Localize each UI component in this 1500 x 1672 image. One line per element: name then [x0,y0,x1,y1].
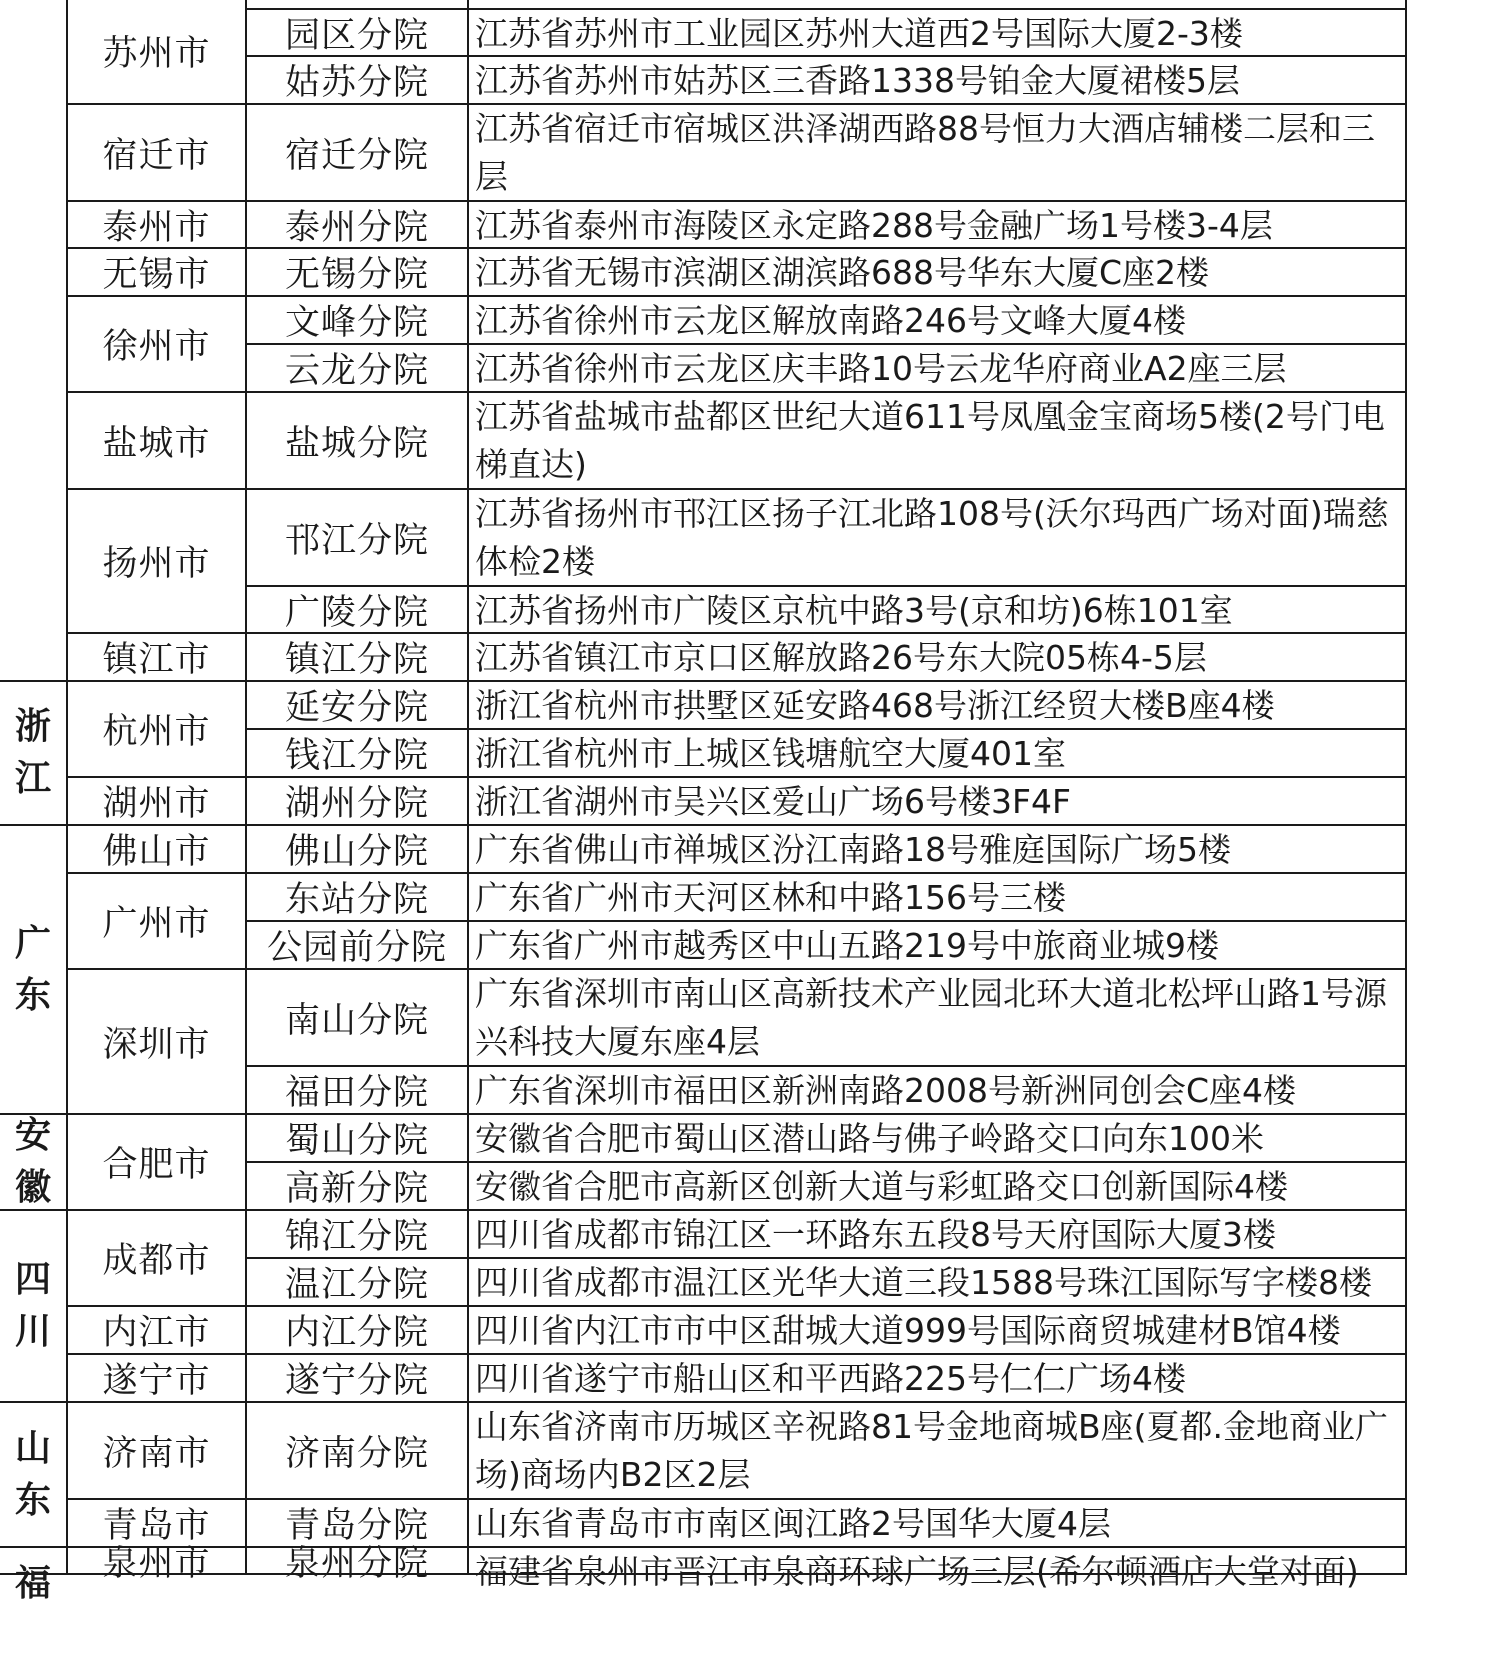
branch-cell [247,922,469,970]
city-name: 湖州市 [102,784,211,824]
province-name: 山 东 [14,1427,51,1521]
address-cell [469,1115,1407,1163]
address-cell [469,682,1407,730]
city-cell [68,0,247,105]
province-cell [0,682,68,826]
branch-name: 佛山分院 [284,832,429,872]
address-cell [469,874,1407,922]
city-name: 徐州市 [102,327,211,367]
address-cell [469,393,1407,490]
city-name: 遂宁市 [102,1361,211,1401]
address-cell [469,970,1407,1067]
branch-cell [247,730,469,778]
province-name: 四 川 [14,1259,51,1352]
branch-name: 东站分院 [284,880,429,920]
city-cell [68,1307,247,1355]
branch-cell [247,1259,469,1307]
address-text: 江苏省镇江市京口区解放路26号东大院05栋4-5层 [475,638,1207,677]
address-text: 山东省济南市历城区辛祝路81号金地商城B座(夏都.金地商业广场)商场内B2区2层 [475,1407,1388,1494]
city-name: 苏州市 [102,33,211,74]
branch-name: 泰州分院 [284,207,429,248]
city-name: 泰州市 [102,207,211,248]
city-name: 深圳市 [102,1024,211,1065]
branch-cell [247,57,469,105]
address-cell [469,1307,1407,1355]
city-cell [68,249,247,297]
branch-cell [247,970,469,1067]
branch-cell [247,1355,469,1403]
province-name: 浙 江 [14,706,51,799]
branch-cell [247,826,469,874]
address-cell [469,249,1407,297]
city-name: 成都市 [102,1241,211,1281]
city-cell [68,297,247,393]
city-cell [68,874,247,970]
branch-cell [247,1211,469,1259]
address-cell [469,1355,1407,1403]
address-text: 四川省内江市市中区甜城大道999号国际商贸城建材B馆4楼 [475,1311,1341,1350]
city-name: 杭州市 [102,712,211,752]
address-cell [469,57,1407,105]
address-text: 江苏省苏州市工业园区苏州大道西2号国际大厦2-3楼 [475,14,1243,53]
branch-cell [247,1115,469,1163]
address-cell [469,778,1407,826]
branch-cell [247,778,469,826]
city-name: 济南市 [102,1433,211,1474]
address-cell [469,1067,1407,1115]
province-name: 广 东 [14,922,51,1016]
city-cell [68,1211,247,1307]
address-cell [469,1211,1407,1259]
address-cell [469,922,1407,970]
city-cell [68,634,247,682]
province-cell [0,826,68,1115]
address-cell [469,345,1407,393]
branch-name: 泉州分院 [284,1543,429,1584]
address-text: 安徽省合肥市蜀山区潜山路与佛子岭路交口向东100米 [475,1119,1264,1158]
city-name: 盐城市 [102,423,211,464]
branch-name: 内江分院 [284,1313,429,1353]
branch-cell [247,297,469,345]
address-text: 山东省青岛市市南区闽江路2号国华大厦4层 [475,1504,1111,1543]
address-text: 浙江省杭州市上城区钱塘航空大厦401室 [475,734,1066,773]
province-cell [0,0,68,682]
address-cell [469,0,1407,10]
address-text: 浙江省湖州市吴兴区爱山广场6号楼3F4F [475,782,1071,821]
address-text: 四川省遂宁市船山区和平西路225号仁仁广场4楼 [475,1359,1186,1398]
branch-name: 广陵分院 [284,592,429,633]
branch-name: 无锡分院 [284,255,429,295]
city-cell [68,202,247,249]
branch-name: 钱江分院 [284,736,429,776]
address-cell [469,1259,1407,1307]
city-cell [68,1403,247,1500]
branch-name: 镇江分院 [284,640,429,680]
city-name: 泉州市 [102,1543,211,1584]
address-text: 浙江省杭州市拱墅区延安路468号浙江经贸大楼B座4楼 [475,686,1275,725]
address-cell [469,1500,1407,1548]
address-text: 广东省深圳市福田区新洲南路2008号新洲同创会C座4楼 [475,1071,1297,1110]
branch-name: 青岛分院 [284,1506,429,1546]
province-cell [0,1211,68,1403]
address-text: 四川省成都市锦江区一环路东五段8号天府国际大厦3楼 [475,1215,1276,1254]
branch-cell [247,202,469,249]
province-cell [0,1115,68,1211]
branch-cell [247,682,469,730]
branch-name: 蜀山分院 [284,1121,429,1161]
branch-name: 盐城分院 [284,423,429,464]
city-name: 广州市 [102,904,211,944]
city-name: 镇江市 [102,640,211,680]
city-name: 宿迁市 [102,135,211,176]
address-text: 江苏省扬州市邗江区扬子江北路108号(沃尔玛西广场对面)瑞慈体检2楼 [475,494,1389,581]
address-text: 江苏省苏州市姑苏区三香路1338号铂金大厦裙楼5层 [475,61,1240,100]
address-cell [469,105,1407,202]
branch-cell [247,249,469,297]
branch-name: 文峰分院 [284,303,429,343]
city-name: 无锡市 [102,255,211,295]
province-cell [0,1403,68,1548]
city-cell [68,1543,247,1584]
branch-name: 姑苏分院 [284,63,429,103]
address-text: 四川省成都市温江区光华大道三段1588号珠江国际写字楼8楼 [475,1263,1372,1302]
branch-cell [247,1163,469,1211]
address-text: 福建省泉州市晋江市泉商环球广场三层(希尔顿酒店大堂对面) [475,1552,1359,1591]
branch-cell [247,345,469,393]
branch-name: 公园前分院 [266,928,447,968]
city-name: 青岛市 [102,1506,211,1546]
address-text: 广东省广州市越秀区中山五路219号中旅商业城9楼 [475,926,1219,965]
address-text: 江苏省扬州市广陵区京杭中路3号(京和坊)6栋101室 [475,591,1233,630]
branch-cell [247,10,469,57]
address-cell [469,730,1407,778]
address-cell [469,202,1407,249]
branch-name: 高新分院 [284,1169,429,1209]
branch-cell [247,1067,469,1115]
branch-cell [247,393,469,490]
address-cell [469,826,1407,874]
branch-name: 福田分院 [284,1073,429,1113]
address-text: 广东省深圳市南山区高新技术产业园北环大道北松坪山路1号源兴科技大厦东座4层 [475,974,1387,1061]
address-text: 安徽省合肥市高新区创新大道与彩虹路交口创新国际4楼 [475,1167,1288,1206]
address-cell [469,587,1407,634]
city-name: 合肥市 [102,1145,211,1185]
address-text: 江苏省宿迁市宿城区洪泽湖西路88号恒力大酒店辅楼二层和三层 [475,109,1375,196]
branch-name: 遂宁分院 [284,1361,429,1401]
province-cell [0,1548,68,1604]
branch-cell [247,105,469,202]
city-cell [68,970,247,1115]
address-text: 江苏省无锡市滨湖区湖滨路688号华东大厦C座2楼 [475,253,1210,292]
address-cell [469,634,1407,682]
city-cell [68,393,247,490]
branch-name: 济南分院 [284,1433,429,1474]
branch-name: 园区分院 [284,15,429,56]
address-cell [469,1403,1407,1500]
city-cell [68,826,247,874]
branch-name: 延安分院 [284,688,429,728]
city-cell [68,1115,247,1211]
branch-name: 云龙分院 [284,351,429,391]
branch-name: 温江分院 [284,1265,429,1305]
city-cell [68,490,247,634]
city-name: 扬州市 [102,544,211,584]
province-name: 福 [14,1563,51,1604]
address-cell [469,10,1407,57]
city-name: 内江市 [102,1313,211,1353]
address-cell [469,1163,1407,1211]
city-cell [68,105,247,202]
address-cell [469,1548,1407,1591]
address-cell [469,490,1407,587]
branch-cell [247,490,469,587]
branch-name: 锦江分院 [284,1217,429,1257]
address-text: 江苏省徐州市云龙区庆丰路10号云龙华府商业A2座三层 [475,349,1287,388]
city-cell [68,1355,247,1403]
branch-cell [247,1403,469,1500]
province-name: 安 徽 [14,1115,51,1208]
branch-name: 南山分院 [284,1000,429,1041]
city-cell [68,778,247,826]
branch-cell [247,1543,469,1584]
branch-cell [247,587,469,634]
address-text: 广东省广州市天河区林和中路156号三楼 [475,878,1066,917]
city-name: 佛山市 [102,832,211,872]
branch-cell [247,874,469,922]
city-cell [68,682,247,778]
address-text: 江苏省徐州市云龙区解放南路246号文峰大厦4楼 [475,301,1186,340]
branch-name: 邗江分院 [284,520,429,561]
address-text: 江苏省盐城市盐都区世纪大道611号凤凰金宝商场5楼(2号门电梯直达) [475,397,1385,484]
address-cell [469,297,1407,345]
branch-cell [247,634,469,682]
branch-cell [247,1307,469,1355]
address-text: 江苏省泰州市海陵区永定路288号金融广场1号楼3-4层 [475,206,1273,245]
branch-name: 湖州分院 [284,784,429,824]
address-text: 广东省佛山市禅城区汾江南路18号雅庭国际广场5楼 [475,830,1231,869]
branch-name: 宿迁分院 [284,135,429,176]
